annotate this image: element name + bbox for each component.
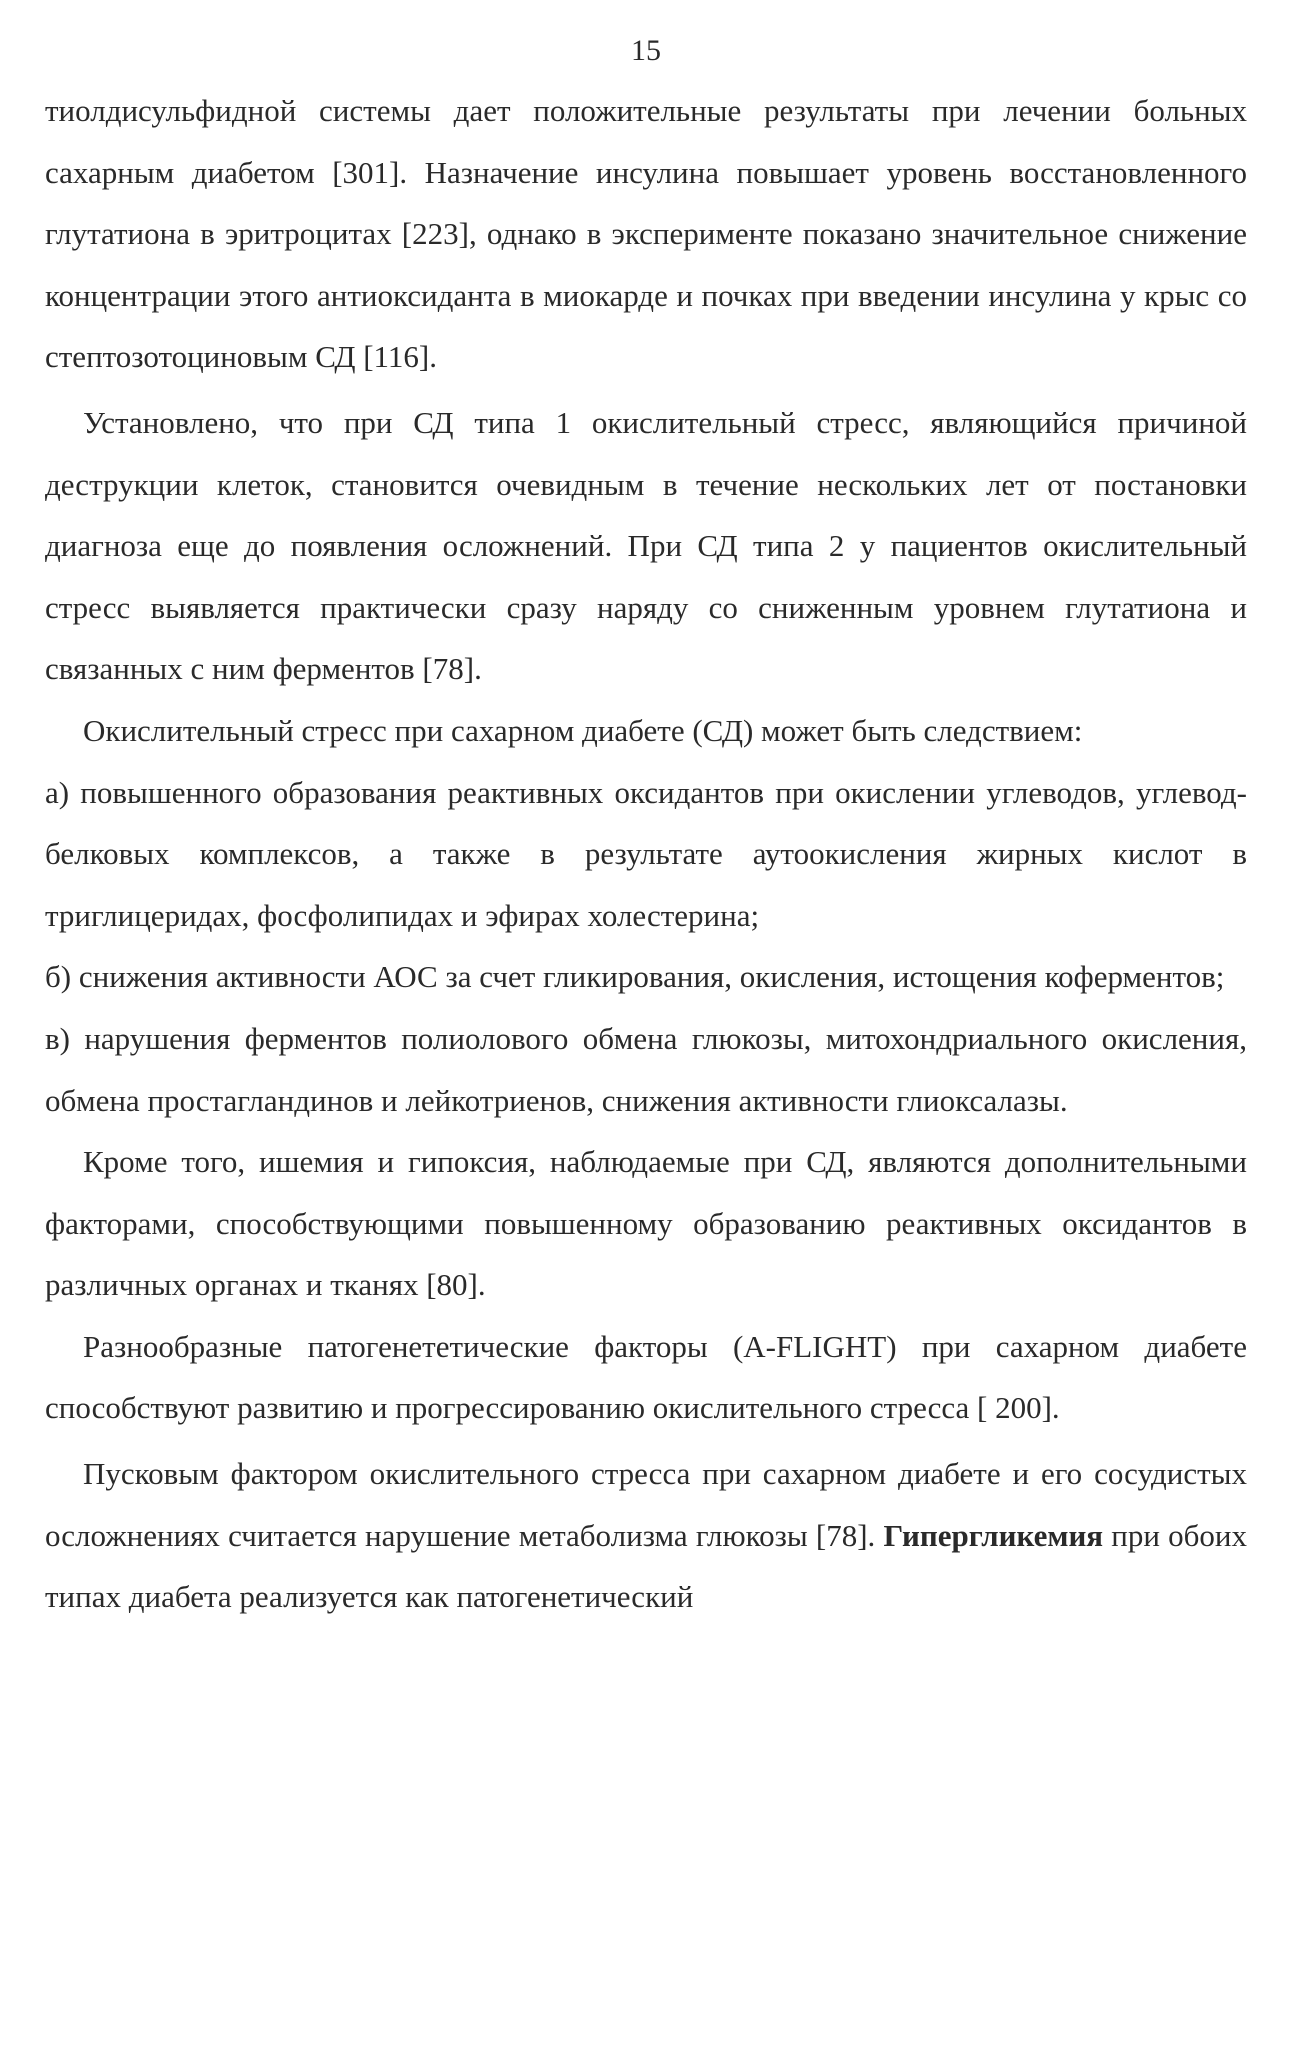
paragraph-a-flight: Разнообразные патогенететические факторы (A-FLIGHT) при сахарном диабете способствуют развитию и прогрессированию окислительного стресса [ 200]. <box>45 1328 1247 1426</box>
paragraph-trigger-text: Пусковым фактором окислительного стресса при сахарном диабете и его сосудистых осложнениях считается нарушение метаболизма глюкозы [78]. <box>45 1456 1247 1553</box>
list-item-a: а) повышенного образования реактивных оксидантов при окислении углеводов, углевод-белковых комплексов, а также в результате аутоокисления жирных кислот в триглицеридах, фосфолипидах и эфирах холестерина; <box>45 774 1247 933</box>
list-item-b: б) снижения активности АОС за счет гликирования, окисления, истощения коферментов; <box>45 959 1225 995</box>
paragraph-continuation: тиолдисульфидной системы дает положительные результаты при лечении больных сахарным диабетом [301]. Назначение инсулина повышает уровень восстановленного глутатиона в эритроцитах [223], однако в эксперименте показано значительное снижение концентрации этого антиоксиданта в миокарде и почках при введении инсулина у крыс со стептозотоциновым СД [116]. <box>45 93 1247 375</box>
paragraph-diabetes-types: Установлено, что при СД типа 1 окислительный стресс, являющийся причиной деструкции клеток, становится очевидным в течение нескольких лет от постановки диагноза еще до появления осложнений. При СД типа 2 у пациентов окислительный стресс выявляется практически сразу наряду со сниженным уровнем глутатиона и связанных с ним ферментов [78]. <box>45 404 1247 687</box>
paragraph-ischemia: Кроме того, ишемия и гипоксия, наблюдаемые при СД, являются дополнительными факторами, способствующими повышенному образованию реактивных оксидантов в различных органах и тканях [80]. <box>45 1144 1247 1303</box>
list-item-c: в) нарушения ферментов полиолового обмена глюкозы, митохондриального окисления, обмена простагландинов и лейкотриенов, снижения активности глиоксалазы. <box>45 1020 1247 1118</box>
hyperglycemia-text: при обоих типах диабета реализуется как патогенетический <box>45 1517 1247 1615</box>
hyperglycemia-term: Гипергликемия <box>883 1517 1104 1553</box>
page-number: 15 <box>631 34 661 67</box>
paragraph-oxidative-stress-intro: Окислительный стресс при сахарном диабете (СД) может быть следствием: <box>83 712 1083 748</box>
paragraph-trigger <box>45 1443 1247 1628</box>
body-text <box>45 80 1247 1628</box>
